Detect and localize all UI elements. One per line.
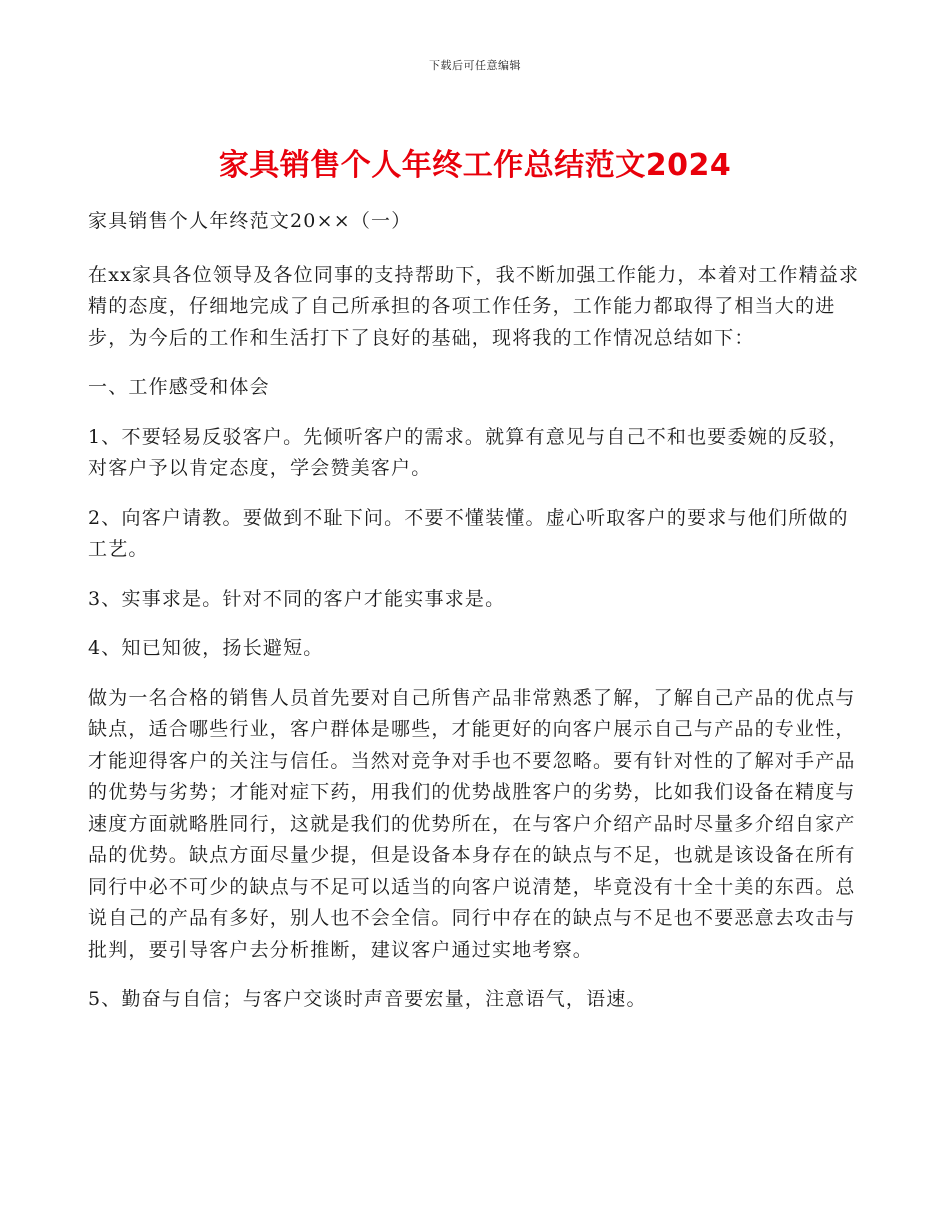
list-item-5: 5、勤奋与自信；与客户交谈时声音要宏量，注意语气，语速。: [88, 988, 647, 1010]
list-item-1: 1、不要轻易反驳客户。先倾听客户的需求。就算有意见与自己不和也要委婉的反驳，对客户予以肯定态度，学会赞美客户。: [88, 425, 849, 479]
header-note: 下载后可任意编辑: [429, 59, 521, 72]
list-item-3: 3、实事求是。针对不同的客户才能实事求是。: [88, 587, 506, 610]
body-paragraph: 做为一名合格的销售人员首先要对自己所售产品非常熟悉了解，了解自己产品的优点与缺点，适合哪些行业，客户群体是哪些，才能更好的向客户展示自己与产品的专业性，才能迎得客户的关注与信任。当然对竞争对手也不要忽略。要有针对性的了解对手产品的优势与劣势；才能对症下药，用我们的优势战胜客户的劣势，比如我们设备在精度与速度方面就略胜同行，这就是我们的优势所在，在与客户介绍产品时尽量多介绍自家产品的优势。缺点方面尽量少提，但是设备本身存在的缺点与不足，也就是该设备在所有同行中必不可少的缺点与不足可以适当的向客户说清楚，毕竟没有十全十美的东西。总说自己的产品有多好，别人也不会全信。同行中存在的缺点与不足也不要恶意去攻击与批判，要引导客户去分析推断，建议客户通过实地考察。: [88, 686, 856, 961]
list-item-4: 4、知已知彼，扬长避短。: [88, 637, 324, 659]
section-subtitle: 家具销售个人年终范文20××（一）: [88, 210, 412, 232]
list-item-2: 2、向客户请教。要做到不耻下问。不要不懂装懂。虚心听取客户的要求与他们所做的工艺。: [88, 506, 849, 560]
section-heading: 一、工作感受和体会: [88, 376, 270, 398]
document-title: 家具销售个人年终工作总结范文2024: [218, 148, 732, 183]
intro-paragraph: 在xx家具各位领导及各位同事的支持帮助下，我不断加强工作能力，本着对工作精益求精的态度，仔细地完成了自己所承担的各项工作任务，工作能力都取得了相当大的进步，为今后的工作和生活打下了良好的基础，现将我的工作情况总结如下：: [88, 263, 860, 349]
document-body: [88, 206, 860, 1034]
